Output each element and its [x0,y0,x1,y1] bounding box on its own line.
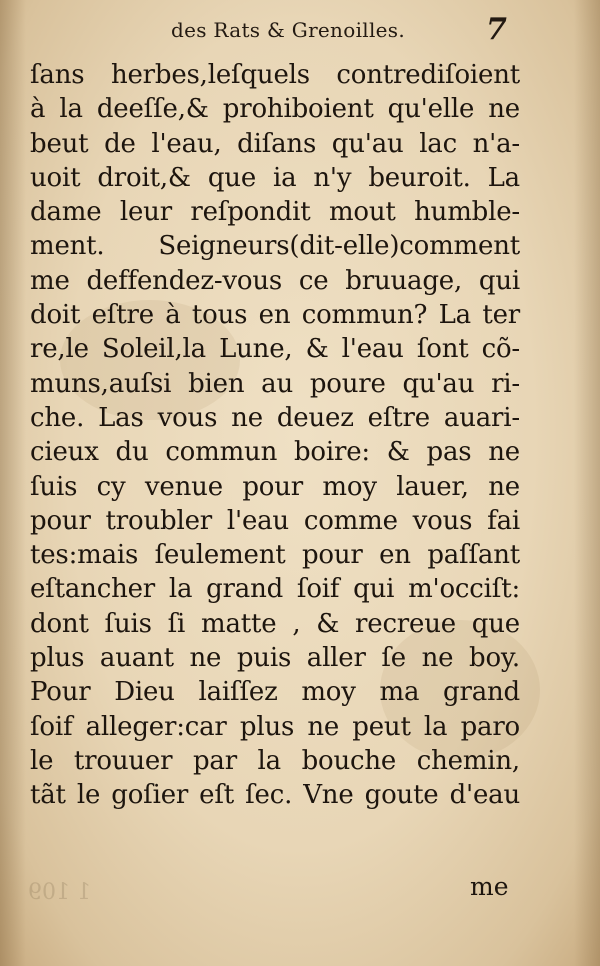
text-line: beut de l'eau, diſans qu'au lac n'a- [30,128,520,159]
catchword: me [470,872,509,901]
text-line: tes:mais ſeulement pour en paſſant [30,540,520,571]
text-line: ſans herbes,leſquels contrediſoient [30,60,520,90]
text-line: pour troubler l'eau comme vous fai [30,505,520,536]
text-line: à la deeſſe,& prohiboient qu'elle ne [30,94,520,125]
running-title: des Rats & Grenoilles. [170,18,406,42]
text-line: le trouuer par la bouche chemin, [30,745,520,776]
text-line: doit eſtre à tous en commun? La ter [30,300,520,331]
folio-number: 7 [486,12,507,47]
text-line: eſtancher la grand ſoif qui m'occiſt: [30,574,520,605]
text-line: ſuis cy venue pour moy lauer, ne [30,471,520,502]
text-line: dame leur reſpondit mout humble- [30,197,520,228]
text-line: re,le Soleil,la Lune, & l'eau ſont cõ- [30,334,520,365]
text-line: tãt le goſier eſt ſec. Vne goute d'eau [30,780,520,811]
text-line: che. Las vous ne deuez eſtre auari- [30,402,520,433]
text-line: me deffendez-vous ce bruuage, qui [30,265,520,296]
text-line: muns,auſsi bien au poure qu'au ri- [30,368,520,399]
text-line: ſoif alleger:car plus ne peut la paro [30,711,520,742]
text-line: Pour Dieu laiſſez moy ma grand [30,677,520,708]
text-line: plus auant ne puis aller ſe ne boy. [30,643,520,674]
text-line: ment. Seigneurs(dit-elle)comment [30,231,520,262]
page-gutter-shadow [0,0,26,966]
text-line: uoit droit,& que ia n'y beuroit. La [30,162,520,193]
page-edge-shadow [574,0,600,966]
text-line: dont ſuis ſi matte , & recreue que [30,608,520,639]
body-text [30,58,520,813]
bleed-through-text: 1 109 [28,880,91,905]
text-line: cieux du commun boire: & pas ne [30,437,520,468]
